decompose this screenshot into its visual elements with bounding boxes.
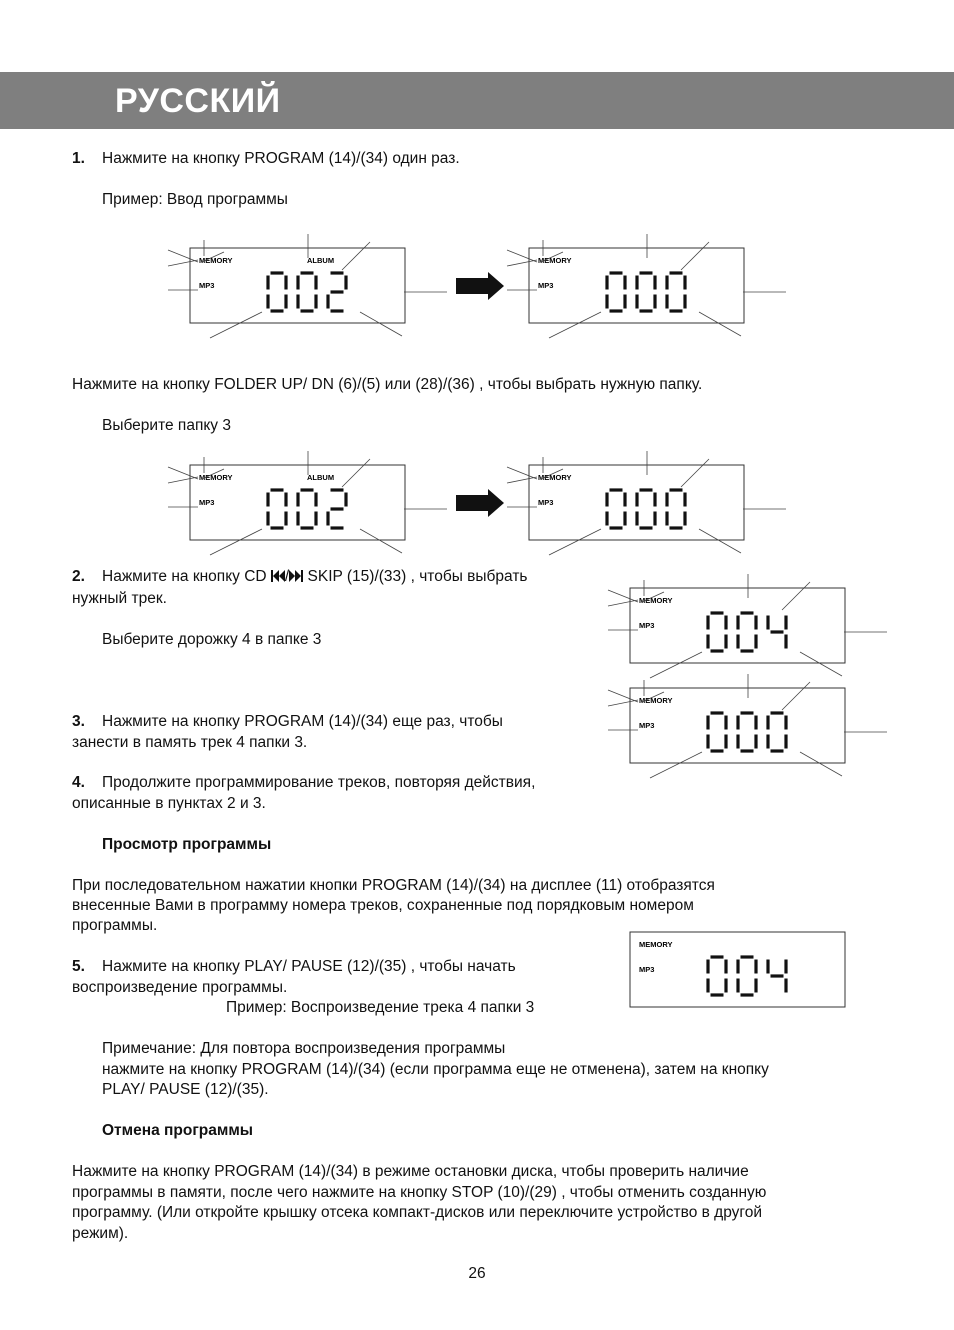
lcd-display: [160, 447, 460, 577]
lcd-digit: [298, 490, 316, 528]
flash-ray: [168, 250, 198, 262]
lcd-display: [600, 670, 900, 780]
album-indicator: ALBUM: [307, 473, 335, 482]
flash-ray: [800, 752, 842, 776]
memory-indicator: MEMORY: [538, 256, 572, 265]
flash-ray: [360, 312, 402, 336]
note-line: Примечание: Для повтора воспроизведения программы: [102, 1040, 506, 1057]
mp3-indicator: MP3: [199, 281, 215, 290]
lcd-display: [160, 230, 460, 360]
step-text: Нажмите на кнопку CD: [102, 568, 267, 585]
step-text: Нажмите на кнопку PROGRAM (14)/(34) один раз.: [102, 150, 460, 167]
step-number: 2.: [72, 568, 85, 585]
mp3-indicator: MP3: [639, 621, 655, 630]
memory-indicator: MEMORY: [538, 473, 572, 482]
flash-ray: [608, 590, 638, 602]
step-5: [72, 957, 516, 977]
step-2: [72, 567, 528, 587]
cancel-line: режим).: [72, 1225, 129, 1242]
step-5-example: Пример: Воспроизведение трека 4 папки 3: [226, 999, 535, 1016]
review-line: программы.: [72, 917, 158, 934]
flash-ray: [549, 312, 601, 338]
lcd-digit: [738, 957, 756, 995]
folder-example: Выберите папку 3: [102, 417, 231, 434]
lcd-digit: [607, 490, 625, 528]
flash-ray: [782, 582, 810, 610]
review-line: При последовательном нажатии кнопки PROGRAM (14)/(34) на дисплее (11) отобразятся: [72, 877, 715, 894]
skip-back-icon: [271, 570, 285, 582]
lcd-digit: [637, 490, 655, 528]
flash-ray: [210, 529, 262, 555]
review-line: внесенные Вами в программу номера треков, сохраненные под порядковым номером: [72, 897, 694, 914]
step-number: 4.: [72, 774, 85, 791]
flash-ray: [608, 600, 638, 606]
folder-instruction: Нажмите на кнопку FOLDER UP/ DN (6)/(5) или (28)/(36) , чтобы выбрать нужную папку.: [72, 376, 703, 393]
flash-ray: [650, 752, 702, 778]
lcd-digit: [667, 273, 685, 311]
lcd-digit: [328, 490, 346, 528]
step-number: 3.: [72, 713, 85, 730]
mp3-indicator: MP3: [199, 498, 215, 507]
lcd-digit: [708, 613, 726, 651]
flash-ray: [507, 477, 537, 483]
language-header-bar: [0, 72, 954, 129]
lcd-display: [600, 920, 900, 1020]
step-4-line2: описанные в пунктах 2 и 3.: [72, 795, 266, 812]
step-5-line2: воспроизведение программы.: [72, 979, 288, 996]
step-1-example: Пример: Ввод программы: [102, 191, 288, 208]
flash-ray: [507, 467, 537, 479]
lcd-digit: [768, 713, 786, 751]
flash-ray: [342, 242, 370, 270]
lcd-digit: [328, 273, 346, 311]
flash-ray: [168, 477, 198, 483]
lcd-digit: [738, 613, 756, 651]
lcd-digit: [738, 713, 756, 751]
step-number: 1.: [72, 150, 85, 167]
memory-indicator: MEMORY: [199, 473, 233, 482]
lcd-digit: [268, 273, 286, 311]
album-indicator: ALBUM: [307, 256, 335, 265]
lcd-display: [499, 230, 799, 360]
lcd-digit: [667, 490, 685, 528]
step-2-line2: нужный трек.: [72, 590, 167, 607]
page-number: 26: [468, 1265, 486, 1282]
memory-indicator: MEMORY: [199, 256, 233, 265]
mp3-indicator: MP3: [538, 498, 554, 507]
flash-ray: [168, 467, 198, 479]
review-heading: Просмотр программы: [102, 836, 272, 853]
lcd-digit: [637, 273, 655, 311]
slash: /: [284, 568, 290, 585]
flash-ray: [342, 459, 370, 487]
flash-ray: [360, 529, 402, 553]
lcd-digit: [708, 957, 726, 995]
flash-ray: [699, 312, 741, 336]
mp3-indicator: MP3: [639, 965, 655, 974]
flash-ray: [681, 242, 709, 270]
flash-ray: [210, 312, 262, 338]
flash-ray: [699, 529, 741, 553]
lcd-digit: [268, 490, 286, 528]
lcd-display: [499, 447, 799, 577]
flash-ray: [608, 700, 638, 706]
step-1: [72, 149, 460, 169]
lcd-display: [600, 570, 900, 680]
step-text: Продолжите программирование треков, повторяя действия,: [102, 774, 536, 791]
flash-ray: [681, 459, 709, 487]
flash-ray: [507, 250, 537, 262]
cancel-line: программы в памяти, после чего нажмите на кнопку STOP (10)/(29) , чтобы отменить созданную: [72, 1184, 767, 1201]
step-4: [72, 773, 535, 793]
cancel-line: программу. (Или откройте крышку отсека компакт-дисков или переключите устройство в другой: [72, 1204, 763, 1221]
skip-forward-icon: [289, 570, 303, 582]
step-text: SKIP (15)/(33) , чтобы выбрать: [307, 568, 528, 585]
mp3-indicator: MP3: [538, 281, 554, 290]
flash-ray: [549, 529, 601, 555]
lcd-digit: [708, 713, 726, 751]
step-number: 5.: [72, 958, 85, 975]
note-line: нажмите на кнопку PROGRAM (14)/(34) (если программа еще не отменена), затем на кнопку: [102, 1061, 769, 1078]
flash-ray: [507, 260, 537, 266]
flash-ray: [608, 690, 638, 702]
step-3: [72, 712, 503, 732]
flash-ray: [782, 682, 810, 710]
note-line: PLAY/ PAUSE (12)/(35).: [102, 1081, 269, 1098]
step-text: Нажмите на кнопку PROGRAM (14)/(34) еще раз, чтобы: [102, 713, 503, 730]
memory-indicator: MEMORY: [639, 596, 673, 605]
cancel-line: Нажмите на кнопку PROGRAM (14)/(34) в режиме остановки диска, чтобы проверить наличие: [72, 1163, 749, 1180]
language-title: РУССКИЙ: [115, 82, 281, 120]
step-2-example: Выберите дорожку 4 в папке 3: [102, 631, 322, 648]
lcd-digit: [768, 960, 786, 993]
memory-indicator: MEMORY: [639, 940, 673, 949]
lcd-digit: [768, 616, 786, 649]
memory-indicator: MEMORY: [639, 696, 673, 705]
cancel-heading: Отмена программы: [102, 1122, 254, 1139]
step-text: Нажмите на кнопку PLAY/ PAUSE (12)/(35) , чтобы начать: [102, 958, 516, 975]
flash-ray: [168, 260, 198, 266]
lcd-digit: [298, 273, 316, 311]
step-3-line2: занести в память трек 4 папки 3.: [72, 734, 308, 751]
lcd-digit: [607, 273, 625, 311]
mp3-indicator: MP3: [639, 721, 655, 730]
